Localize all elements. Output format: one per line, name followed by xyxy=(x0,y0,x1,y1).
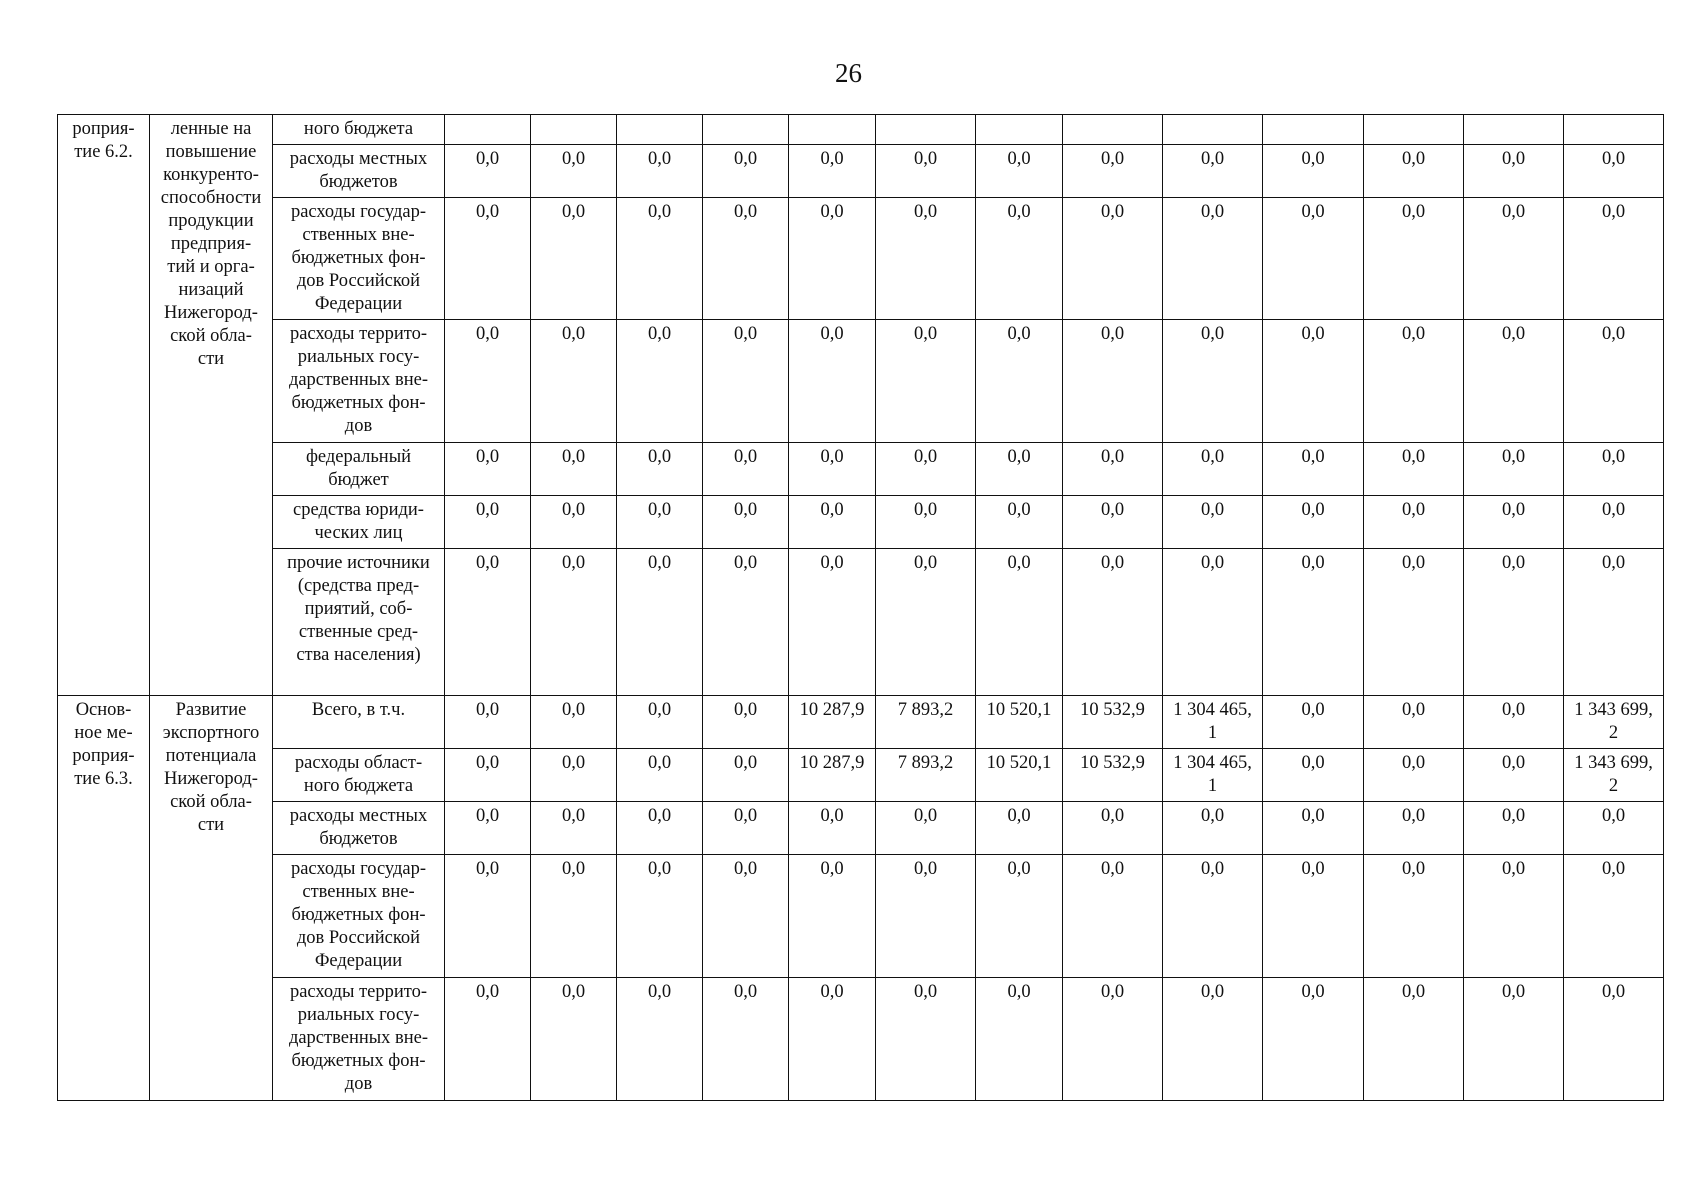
value-cell: 0,0 xyxy=(876,496,976,549)
value-cell: 0,0 xyxy=(1063,443,1163,496)
value-cell: 0,0 xyxy=(445,198,531,320)
value-cell: 1 304 465, 1 xyxy=(1163,696,1263,749)
value-cell xyxy=(1163,115,1263,145)
value-cell xyxy=(1063,115,1163,145)
value-cell: 0,0 xyxy=(976,443,1063,496)
value-cell: 0,0 xyxy=(703,802,789,855)
value-cell: 0,0 xyxy=(876,978,976,1101)
table-row xyxy=(58,496,1664,549)
value-cell: 0,0 xyxy=(617,802,703,855)
value-cell: 0,0 xyxy=(1564,978,1664,1101)
value-cell: 0,0 xyxy=(445,549,531,696)
value-cell: 0,0 xyxy=(789,145,876,198)
value-cell: 0,0 xyxy=(1163,443,1263,496)
value-cell: 1 343 699, 2 xyxy=(1564,696,1664,749)
value-cell: 0,0 xyxy=(1163,978,1263,1101)
value-cell xyxy=(703,115,789,145)
value-cell xyxy=(1564,115,1664,145)
budget-table xyxy=(57,114,1664,1101)
value-cell: 0,0 xyxy=(445,749,531,802)
value-cell: 0,0 xyxy=(1263,198,1364,320)
value-cell: 10 532,9 xyxy=(1063,749,1163,802)
value-cell: 0,0 xyxy=(703,978,789,1101)
table-row xyxy=(58,978,1664,1101)
table-row xyxy=(58,696,1664,749)
value-cell: 0,0 xyxy=(1163,496,1263,549)
funding-source-cell: прочие источники (средства пред- приятий, соб- ственные сред- ства населения) xyxy=(273,549,445,696)
value-cell: 0,0 xyxy=(1263,443,1364,496)
value-cell: 0,0 xyxy=(976,198,1063,320)
value-cell: 0,0 xyxy=(789,320,876,443)
table-row xyxy=(58,320,1664,443)
value-cell: 0,0 xyxy=(789,978,876,1101)
value-cell: 0,0 xyxy=(976,496,1063,549)
value-cell: 0,0 xyxy=(789,496,876,549)
value-cell: 0,0 xyxy=(617,696,703,749)
value-cell: 0,0 xyxy=(1364,749,1464,802)
value-cell: 0,0 xyxy=(1464,978,1564,1101)
event-cell: роприя- тие 6.2. xyxy=(58,115,150,696)
value-cell xyxy=(617,115,703,145)
value-cell: 0,0 xyxy=(1163,198,1263,320)
value-cell: 0,0 xyxy=(876,855,976,978)
value-cell: 0,0 xyxy=(976,855,1063,978)
value-cell: 0,0 xyxy=(1464,549,1564,696)
value-cell: 0,0 xyxy=(789,855,876,978)
value-cell: 0,0 xyxy=(445,320,531,443)
event-cell: Основ- ное ме- роприя- тие 6.3. xyxy=(58,696,150,1101)
value-cell: 0,0 xyxy=(1564,549,1664,696)
value-cell: 0,0 xyxy=(1564,855,1664,978)
value-cell: 0,0 xyxy=(976,320,1063,443)
value-cell: 0,0 xyxy=(1364,145,1464,198)
table-body xyxy=(58,115,1664,1101)
value-cell: 0,0 xyxy=(531,145,617,198)
funding-source-cell: средства юриди- ческих лиц xyxy=(273,496,445,549)
value-cell xyxy=(1464,115,1564,145)
value-cell: 0,0 xyxy=(1163,855,1263,978)
value-cell: 0,0 xyxy=(1564,198,1664,320)
value-cell: 0,0 xyxy=(1263,855,1364,978)
funding-source-cell: расходы государ- ственных вне- бюджетных фон- дов Российской Федерации xyxy=(273,198,445,320)
value-cell: 0,0 xyxy=(531,320,617,443)
value-cell: 0,0 xyxy=(876,802,976,855)
value-cell: 0,0 xyxy=(617,549,703,696)
value-cell: 0,0 xyxy=(1464,198,1564,320)
value-cell: 0,0 xyxy=(1364,443,1464,496)
value-cell: 0,0 xyxy=(1063,496,1163,549)
value-cell: 0,0 xyxy=(1063,145,1163,198)
value-cell: 0,0 xyxy=(445,443,531,496)
value-cell: 0,0 xyxy=(1263,802,1364,855)
value-cell: 0,0 xyxy=(531,696,617,749)
value-cell: 0,0 xyxy=(1163,802,1263,855)
value-cell: 0,0 xyxy=(703,145,789,198)
funding-source-cell: расходы террито- риальных госу- дарственных вне- бюджетных фон- дов xyxy=(273,320,445,443)
value-cell: 0,0 xyxy=(445,145,531,198)
value-cell: 0,0 xyxy=(445,496,531,549)
value-cell: 0,0 xyxy=(617,496,703,549)
value-cell: 0,0 xyxy=(1163,549,1263,696)
value-cell: 0,0 xyxy=(1364,496,1464,549)
table-row xyxy=(58,145,1664,198)
value-cell: 0,0 xyxy=(1464,496,1564,549)
value-cell: 0,0 xyxy=(1464,145,1564,198)
value-cell: 0,0 xyxy=(617,443,703,496)
value-cell: 0,0 xyxy=(976,549,1063,696)
value-cell: 0,0 xyxy=(531,549,617,696)
value-cell: 0,0 xyxy=(789,802,876,855)
value-cell: 0,0 xyxy=(617,855,703,978)
value-cell: 0,0 xyxy=(1263,978,1364,1101)
value-cell: 0,0 xyxy=(1163,320,1263,443)
value-cell: 0,0 xyxy=(531,802,617,855)
table-row xyxy=(58,855,1664,978)
value-cell: 0,0 xyxy=(1464,802,1564,855)
value-cell xyxy=(1364,115,1464,145)
value-cell: 0,0 xyxy=(1564,145,1664,198)
value-cell: 0,0 xyxy=(1063,978,1163,1101)
value-cell: 0,0 xyxy=(976,145,1063,198)
page-number: 26 xyxy=(835,58,862,88)
value-cell: 0,0 xyxy=(617,145,703,198)
value-cell: 0,0 xyxy=(1364,549,1464,696)
table-row xyxy=(58,198,1664,320)
value-cell: 0,0 xyxy=(445,978,531,1101)
value-cell: 0,0 xyxy=(876,198,976,320)
value-cell: 0,0 xyxy=(617,320,703,443)
value-cell: 0,0 xyxy=(1263,549,1364,696)
purpose-cell: Развитие экспортного потенциала Нижегород- ской обла- сти xyxy=(150,696,273,1101)
value-cell xyxy=(976,115,1063,145)
table-row xyxy=(58,549,1664,696)
value-cell: 0,0 xyxy=(445,855,531,978)
value-cell: 0,0 xyxy=(789,198,876,320)
value-cell: 0,0 xyxy=(703,198,789,320)
value-cell: 0,0 xyxy=(876,145,976,198)
value-cell: 0,0 xyxy=(703,443,789,496)
value-cell xyxy=(876,115,976,145)
value-cell: 0,0 xyxy=(617,978,703,1101)
table-row xyxy=(58,802,1664,855)
value-cell: 1 343 699, 2 xyxy=(1564,749,1664,802)
value-cell: 0,0 xyxy=(1263,145,1364,198)
value-cell: 10 287,9 xyxy=(789,696,876,749)
value-cell: 0,0 xyxy=(1464,749,1564,802)
funding-source-cell: ного бюджета xyxy=(273,115,445,145)
value-cell: 0,0 xyxy=(531,198,617,320)
value-cell: 0,0 xyxy=(1063,320,1163,443)
value-cell: 0,0 xyxy=(976,978,1063,1101)
value-cell: 0,0 xyxy=(445,696,531,749)
value-cell xyxy=(1263,115,1364,145)
purpose-cell: ленные на повышение конкуренто- способности продукции предприя- тий и орга- низаций Нижегород- ской обла- сти xyxy=(150,115,273,696)
value-cell: 0,0 xyxy=(1263,749,1364,802)
value-cell: 10 532,9 xyxy=(1063,696,1163,749)
value-cell: 0,0 xyxy=(1063,855,1163,978)
value-cell: 0,0 xyxy=(531,749,617,802)
value-cell: 0,0 xyxy=(1464,696,1564,749)
value-cell: 0,0 xyxy=(1364,855,1464,978)
value-cell: 0,0 xyxy=(876,443,976,496)
table-row xyxy=(58,115,1664,145)
value-cell: 10 287,9 xyxy=(789,749,876,802)
value-cell: 0,0 xyxy=(976,802,1063,855)
value-cell: 0,0 xyxy=(1163,145,1263,198)
funding-source-cell: Всего, в т.ч. xyxy=(273,696,445,749)
value-cell: 0,0 xyxy=(876,320,976,443)
value-cell: 0,0 xyxy=(1364,978,1464,1101)
funding-source-cell: расходы местных бюджетов xyxy=(273,145,445,198)
value-cell: 0,0 xyxy=(703,749,789,802)
value-cell: 0,0 xyxy=(1263,696,1364,749)
value-cell: 10 520,1 xyxy=(976,696,1063,749)
value-cell: 0,0 xyxy=(1464,443,1564,496)
table-row xyxy=(58,749,1664,802)
value-cell: 0,0 xyxy=(617,749,703,802)
value-cell: 7 893,2 xyxy=(876,749,976,802)
funding-source-cell: расходы област- ного бюджета xyxy=(273,749,445,802)
value-cell: 0,0 xyxy=(703,855,789,978)
value-cell: 0,0 xyxy=(1364,802,1464,855)
value-cell: 0,0 xyxy=(1564,496,1664,549)
funding-source-cell: федеральный бюджет xyxy=(273,443,445,496)
value-cell: 0,0 xyxy=(531,978,617,1101)
value-cell: 0,0 xyxy=(1564,443,1664,496)
value-cell: 0,0 xyxy=(1364,320,1464,443)
value-cell: 0,0 xyxy=(445,802,531,855)
value-cell: 0,0 xyxy=(703,549,789,696)
value-cell: 0,0 xyxy=(531,443,617,496)
value-cell: 1 304 465, 1 xyxy=(1163,749,1263,802)
value-cell: 0,0 xyxy=(703,696,789,749)
value-cell xyxy=(531,115,617,145)
table-row xyxy=(58,443,1664,496)
value-cell: 0,0 xyxy=(1364,696,1464,749)
value-cell: 0,0 xyxy=(789,443,876,496)
value-cell: 0,0 xyxy=(531,855,617,978)
value-cell: 0,0 xyxy=(531,496,617,549)
value-cell: 0,0 xyxy=(1464,320,1564,443)
value-cell: 0,0 xyxy=(1063,198,1163,320)
value-cell: 0,0 xyxy=(1063,802,1163,855)
value-cell: 0,0 xyxy=(1564,802,1664,855)
value-cell: 0,0 xyxy=(789,549,876,696)
funding-source-cell: расходы террито- риальных госу- дарственных вне- бюджетных фон- дов xyxy=(273,978,445,1101)
value-cell: 0,0 xyxy=(876,549,976,696)
value-cell: 0,0 xyxy=(703,496,789,549)
value-cell: 0,0 xyxy=(1464,855,1564,978)
funding-source-cell: расходы местных бюджетов xyxy=(273,802,445,855)
value-cell: 0,0 xyxy=(617,198,703,320)
funding-source-cell: расходы государ- ственных вне- бюджетных фон- дов Российской Федерации xyxy=(273,855,445,978)
value-cell: 0,0 xyxy=(1263,320,1364,443)
value-cell xyxy=(445,115,531,145)
value-cell: 0,0 xyxy=(1263,496,1364,549)
value-cell: 0,0 xyxy=(703,320,789,443)
value-cell: 0,0 xyxy=(1364,198,1464,320)
value-cell: 0,0 xyxy=(1564,320,1664,443)
value-cell xyxy=(789,115,876,145)
value-cell: 7 893,2 xyxy=(876,696,976,749)
value-cell: 10 520,1 xyxy=(976,749,1063,802)
value-cell: 0,0 xyxy=(1063,549,1163,696)
